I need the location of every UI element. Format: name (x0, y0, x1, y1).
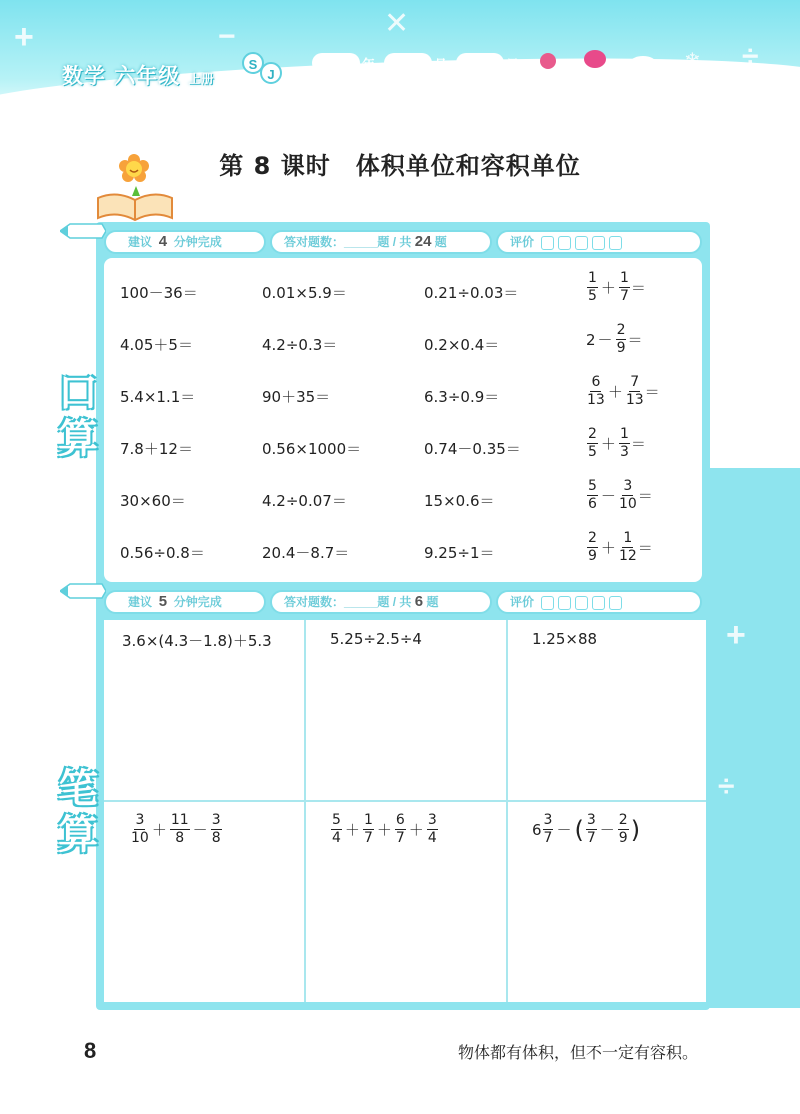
page-number: 8 (84, 1038, 97, 1063)
plus-icon: + (14, 18, 34, 56)
thumb-icon[interactable] (558, 236, 571, 250)
oral-problem: 0.2×0.4＝ (424, 336, 500, 354)
oral-problem: 7.8＋12＝ (120, 440, 193, 458)
written-answer-area (104, 620, 706, 1002)
written-correct-blank[interactable]: _____ (344, 595, 378, 609)
grade-label: 六年级 (114, 64, 181, 88)
written-side-tab: 笔 算 (58, 766, 98, 858)
oral-problem: 0.56×1000＝ (262, 440, 362, 458)
pencil-icon (60, 222, 106, 240)
oral-suggest-bar: 建议 4 分钟完成 (104, 230, 266, 254)
written-problem: 3.6×(4.3－1.8)＋5.3 (122, 632, 272, 650)
volume-label: 上册 (188, 72, 215, 86)
oral-problem: 0.56÷0.8＝ (120, 544, 205, 562)
thumb-icon[interactable] (558, 596, 571, 610)
oral-side-tab: 口 算 (58, 370, 98, 462)
times-icon: ✕ (384, 7, 410, 40)
written-score-bar: 答对题数：_____题 / 共 6 题 (270, 590, 492, 614)
oral-fraction-problem: $\frac{6}{13}$ ＋ $\frac{7}{13}$ ＝ (587, 374, 660, 408)
oral-problem: 4.05＋5＝ (120, 336, 193, 354)
plus-icon: + (726, 616, 746, 654)
publisher-logo (242, 52, 284, 86)
month-field[interactable] (384, 53, 432, 73)
sunny-icon[interactable] (540, 53, 556, 69)
oral-problem: 0.74－0.35＝ (424, 440, 521, 458)
oral-correct-blank[interactable]: _____ (344, 235, 378, 249)
oral-problem: 4.2÷0.3＝ (262, 336, 338, 354)
publisher-j: J (260, 62, 282, 84)
written-fraction-problem: 6 $\frac{3}{7}$ － ( $\frac{3}{7}$ － $\frac{2}{9}$ ) (532, 812, 641, 846)
book-title (62, 60, 215, 90)
cloudy-icon[interactable] (630, 56, 656, 70)
oral-problem: 5.4×1.1＝ (120, 388, 196, 406)
oral-problem: 20.4－8.7＝ (262, 544, 350, 562)
grid-divider (506, 620, 508, 1002)
oral-fraction-problem: 2 － $\frac{2}{9}$ ＝ (586, 322, 643, 356)
oral-problem: 0.21÷0.03＝ (424, 284, 519, 302)
year-label: 年 (362, 57, 376, 72)
thumb-icon[interactable] (541, 236, 554, 250)
oral-fraction-problem: $\frac{5}{6}$ － $\frac{3}{10}$ ＝ (588, 478, 653, 512)
oral-rating-bar: 评价 (496, 230, 702, 254)
written-fraction-problem: $\frac{3}{10}$ ＋ $\frac{11}{8}$ － $\frac{3}{8}$ (131, 812, 221, 846)
partly-cloudy-icon[interactable] (584, 50, 606, 68)
book-icon (96, 186, 174, 222)
divide-icon: ÷ (742, 40, 759, 73)
oral-fraction-problem: $\frac{1}{5}$ ＋ $\frac{1}{7}$ ＝ (588, 270, 646, 304)
grid-divider (104, 800, 706, 802)
day-label: 日 (506, 57, 520, 72)
written-fraction-problem: $\frac{5}{4}$ ＋ $\frac{1}{7}$ ＋ $\frac{6}{7}$ ＋ $\frac{3}{4}$ (332, 812, 437, 846)
oral-problem: 6.3÷0.9＝ (424, 388, 500, 406)
oral-problem: 9.25÷1＝ (424, 544, 495, 562)
thumb-icon[interactable] (592, 236, 605, 250)
oral-fraction-problem: $\frac{2}{5}$ ＋ $\frac{1}{3}$ ＝ (588, 426, 646, 460)
oral-problem: 100－36＝ (120, 284, 198, 302)
oral-fraction-problem: $\frac{2}{9}$ ＋ $\frac{1}{12}$ ＝ (588, 530, 653, 564)
grid-divider (304, 620, 306, 1002)
thumb-icon[interactable] (575, 236, 588, 250)
pencil-icon (60, 582, 106, 600)
oral-problem: 15×0.6＝ (424, 492, 495, 510)
oral-problem: 30×60＝ (120, 492, 186, 510)
thumb-icon[interactable] (541, 596, 554, 610)
year-field[interactable] (312, 53, 360, 73)
month-label: 月 (434, 57, 448, 72)
oral-score-bar: 答对题数：_____题 / 共 24 题 (270, 230, 492, 254)
thumb-icon[interactable] (609, 596, 622, 610)
written-problem: 5.25÷2.5÷4 (330, 630, 422, 648)
written-rating-bar: 评价 (496, 590, 702, 614)
written-suggest-bar: 建议 5 分钟完成 (104, 590, 266, 614)
thumb-icon[interactable] (592, 596, 605, 610)
divide-icon: ÷ (718, 770, 735, 803)
day-field[interactable] (456, 53, 504, 73)
minus-icon: − (218, 20, 236, 53)
thumb-icon[interactable] (575, 596, 588, 610)
snow-icon[interactable]: ❄ (684, 50, 701, 72)
publisher-s: S (242, 52, 264, 74)
subject-label: 数学 (62, 64, 106, 88)
oral-problem: 0.01×5.9＝ (262, 284, 347, 302)
lesson-title: 第 8 课时 体积单位和容积单位 (219, 152, 581, 180)
written-problem: 1.25×88 (532, 630, 598, 648)
thumb-icon[interactable] (609, 236, 622, 250)
footer-motto: 物体都有体积，但不一定有容积。 (458, 1043, 699, 1062)
side-decoration (706, 468, 800, 1008)
oral-problem: 4.2÷0.07＝ (262, 492, 347, 510)
oral-problem: 90＋35＝ (262, 388, 331, 406)
